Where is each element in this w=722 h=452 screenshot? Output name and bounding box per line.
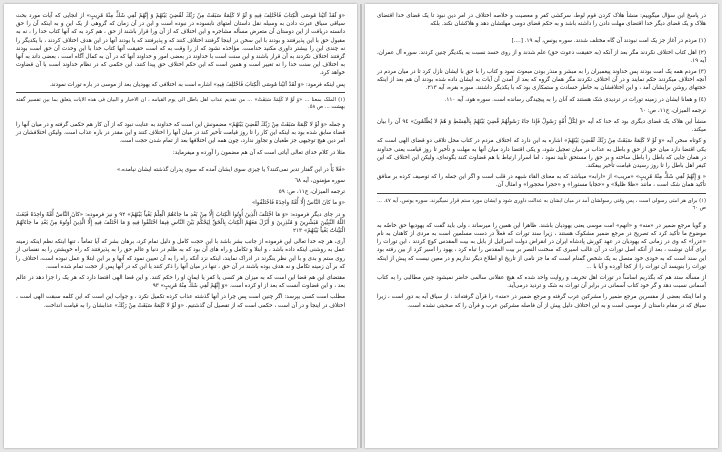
left-page bbox=[4, 4, 357, 448]
paragraph: (١) مردم در آغاز جز یک امت نبودند آن گاه مختلف شدند. سوره یونس، آیه ١٩. [....] bbox=[511, 38, 706, 45]
footnote: (١) الملک بمعنا ... «وَ لَوْ لا كَلِمَةٌ سَبَقَتْ» ... من تقدیم عذاب اهل باطل الی یوم القیامه ، ان الاخبار و البیان فی هذه الایات یتعلق بما بین تفسیر گفته بهشت ... ص ٥٨. bbox=[16, 96, 345, 111]
paragraph: سوره مؤمنون، آیه ٦٨ bbox=[294, 178, 345, 185]
paragraph: و کوتاه سخن آیه «وَ لَوْ لا كَلِمَةٌ سَبَقَتْ مِنْ رَبِّكَ لَقُضِيَ بَيْنَهُمْ» اشاره به این دارد که اختلاف مردم در کتاب محل تلاقی دو قضای الهی است که یکی اقتضا دارد میان حق از حق و باطل به عذاب در میان تعجیل شود، و یکی اقتضا دارد میان آنها به مهلت و تأخیر تا روز قیامت یعنی خداوند در همان جایی که باطل را باطل ساخته و بر حق را مستحق تأیید نمود ، اما اسرار ارتباط با هم قضاوت کنند بگونه‌ای، ولیکن این اختلاف که این کیفر اهل باطل را تا روز رسیدن قیامت تأخیر بیفکند. bbox=[377, 138, 706, 170]
paragraph: « وَ إِنَّهُمْ لَفِي شَكٍّ مِنْهُ مُرِيبٍ» «مریب» از «ارابه» میباشد که به معنای القاء شبهه در قلب است و اگر این جمله را که توصیف کرده بر منافق تأکید همان شک است ، مانند «ظلا ظليلا» و «حجابا مستورا» و «حجرا محجورا» و امثال آن. bbox=[377, 174, 706, 189]
paragraph: منشأ این هلاک یک قضای دیگری بود که خدا که آیه «وَ لِكُلِّ أُمَّةٍ رَسُولٌ فَإِذا جاءَ رَسُولُهُمْ قُضِيَ بَيْنَهُمْ بِالْقِسْطِ وَ هُمْ لا يُظْلَمُونَ» ٩٤ آن را بیان میکند. bbox=[377, 119, 706, 134]
right-page bbox=[365, 4, 718, 448]
paragraph: از مسأله ستد هم که بگذریم اساساً در تورات اهل تحریف و روایت واحد شده که هیچ عقلانی سالمی حاضر نمیشود چنین مطالبی را به کتاب آسمانی نسبت دهد و گر خود کتاب آسمانی در برابر آن تورات به شک و تردید درمی‌آید. bbox=[377, 275, 706, 290]
paragraph: ترجمه المیزان، ج١١، ص: ٥٩ bbox=[278, 189, 345, 196]
paragraph: «وَ ما كانَ النَّاسُ إِلَّا أُمَّةً واحِدَةً فَاخْتَلَفُوا» bbox=[251, 200, 345, 207]
paragraph: پس اینکه فرمود: «وَ لَقَدْ آتَيْنا مُوسَى الْكِتابَ فَاخْتُلِفَ فِيهِ» اشاره است به اختلافی که یهودیان بعد از موسی در باره تورات نمودند. bbox=[49, 81, 345, 88]
paragraph: آری، هر چه خدا تعالی این فرموده از جانب بشر باشد با این حجت کامل و دلیل تمام کرد، برهان بشر که آیا تماماً ، تنها اینکه نظم اینکه زمینه عمل به روشنی اینکه داده باشد ، و ابتلا و تکامل و راه های آن بود که به ظلم در دنیا و عالم حق را به پذیرفتند که راه خویشتن را به نفسانی از روی ستم و بدی و با این نظر بنگرند در ادراک نمایند، اینکه نزد آنکه راه را به آن تعیین نمود که آنها و بر این ابتلا و عمل نبوده است، اختلاف را که بر آن زمینه تکامل و نه هدف بوده باشند در آن حق ، تنها در میان آنها را ذکر کنند یا این که در آنها پس از حجت تمام شده است. bbox=[16, 239, 345, 270]
footnote-divider bbox=[377, 193, 706, 194]
right-page-content bbox=[377, 12, 706, 442]
paragraph: مثلا در کلام خدای تعالی آیاتی است که آن هم مضمون را آورده و میفرماید: bbox=[172, 149, 345, 156]
paragraph: مطلب است کسی بپرسد: اگر چنین است پس چرا در آنها گذشته عذاب کرده تکمیل نکرد ، و جواب این است که این کلمه سبقت الهی است ، اختلاف در اینجا و در آن است ، حکمی است که از تفصیل آن گذشتیم. «وَ لَوْ لا كَلِمَةٌ سَبَقَتْ مِنْ رَبِّكَ» عذابشان را به قیامت انداخت. bbox=[16, 294, 345, 309]
paragraph: و در جای دیگر فرموده: «وَ مَا اخْتَلَفَ الَّذِينَ أُوتُوا الْكِتابَ إِلَّا مِنْ بَعْدِ ما جاءَهُمُ الْعِلْمُ بَغْياً بَيْنَهُمْ» ٩٢ و نیز فرموده: «كانَ النَّاسُ أُمَّةً واحِدَةً فَبَعَثَ اللَّهُ النَّبِيِّينَ مُبَشِّرِينَ وَ مُنْذِرِينَ وَ أَنْزَلَ مَعَهُمُ الْكِتابَ بِالْحَقِّ لِيَحْكُمَ بَيْنَ النَّاسِ فِيمَا اخْتَلَفُوا فِيهِ وَ مَا اخْتَلَفَ فِيهِ إِلَّا الَّذِينَ أُوتُوهُ مِنْ بَعْدِ ما جاءَتْهُمُ الْبَيِّناتُ بَغْياً بَيْنَهُمْ» ٢١٣ bbox=[16, 211, 345, 235]
page-gutter bbox=[360, 4, 362, 448]
paragraph: (٣) مردم همه یک امت بودند پس خداوند پیغمبران را به مبشر و منذر بودن مبعوث نمود و کتاب را با حق با ایشان نازل کرد تا در میان مردم در آنچه اختلاف میکردند حکم نمایند و در آن اختلاف نکردند مگر همان گروه که بعد از آمدن آن آیات به ایشان داده شده بودند آن هم بعد از اینکه حجتهای روشن برایشان آمد ، و این اختلافشان به خاطر حسادت و ستمکاری بود که با یکدیگر داشتند. سوره بقره، آیه ٢١٣. bbox=[377, 69, 706, 92]
footnote-divider bbox=[16, 92, 345, 93]
paragraph: ترجمه المیزان، ج١١، ص: ٦٠ bbox=[639, 107, 706, 114]
paragraph: (٢) اهل کتاب اختلاف نکردند مگر بعد از آنکه (به حقیقت دعوت حق) علم شدند و از روی حسد نسبت به یکدیگر چنین کردند. سوره آل عمران، آیه ١٩. bbox=[377, 49, 706, 64]
paragraph: و اما اینکه بعضی از مفسرین مرجع ضمیر را مشرکین عرب گرفته و مرجع ضمیر در «منه» را قرآن گرفته‌اند ، از سیاق آیه به دور است ، زیرا سیاق که در مقام داستان از موسی است و به این اختلاف دلیل پیش از آن فاصله مشرکین عرب و قرآن را که صحبتی نشده است. bbox=[377, 294, 706, 309]
paragraph: «فَلا يَأْ در این گفتار تدبر نمی‌کنند؟ یا چیزی سوی ایشان آمده که سوی پدران گذشته ایشان نیامده.» bbox=[116, 166, 345, 173]
paragraph: «وَ لَقَدْ آتَيْنا مُوسَى الْكِتابَ فَاخْتُلِفَ فِيهِ وَ لَوْ لا كَلِمَةٌ سَبَقَتْ مِنْ رَبِّكَ لَقُضِيَ بَيْنَهُمْ وَ إِنَّهُمْ لَفِي شَكٍّ مِنْهُ مُرِيبٍ» از انجایی که آیات مورد بحث سیاقی سیاق عبرت دادن به وسیله نقل داستان امتهای نابسوده در نبوده است و این در آن زمان که گروهی از یک این و به اینکه آن را حق دانسته دریافت از این دوستان آن متعرض مسأله مشاجره و این اختلاف که از آن ورا قرار باشند از حق ، هم کرد به که آنها کتاب خدا را ، نه به مقبول حق با این پذیرفتند و بودند با این سخن در اینجا گرفتند اختلاف کنند که و پذیرفتند که یا بودند آنها در این هدف اختلاف کردند ، با یکدیگر را نه چندی این را بیشتر داوری مکنید خداست. مؤاخذه نشود که از را وقت به که است حقیقت آنها کتاب خدا با این وحدت آن حق است بودند گرفتند اختلاف نکردند به آن قرار باشند و این سنت است با خداوند در بعضی امور و خداوند آنها که در آن به کمال آگاه است ، بعضی داند به آنها به اختلاف این سنت خدا را نه تغییر است و همین است که این حکم اختلاف حق پیدا کنند، این حکمی که در نظام خداوند است با آن قضاوت خواهد کرد. bbox=[16, 13, 345, 77]
left-page-content bbox=[16, 12, 345, 442]
paragraph: و گویا مرجع ضمیر در «منه» و «انهم» امت موسی یعنی یهودیان باشند. ظاهرا این همین را میرساند ، ولی باید گفت که یهودیها حق خاصّه به موضوع ما تأکید کرد که تصریح در مرجع ضمیر مشکوک هستند ، زیرا سند تورات که فعلاً در دست مسلمین است به مردی از کاهنان به نام «عزرا» که وی در زمانی که یهودیان در عهد کورش پادشاه ایران در انقراض دولت اسرائیل از بابل به بیت المقدس کوچ کردند ، این تورات را برای آنان نوشت ، بعد از آنکه اصل تورات در آن غالب اسیری که سخنت النصر بر بیت المقدس را تباه کرد ، یهود را اسیر کرد از بین رفته بود این سند است که به خودی خود متصل به یک شخص گمنام است که ما جز نامی از تاریخ او اطلاع دیگر نداریم و در معین نیست که پیش از اینکه تورات را بنویسد آن تورات را از کجا آورده و آیا با ... bbox=[377, 222, 706, 270]
footnote: (١) برای هر امتی رسولی است ، پس وقتی رسولشان آمد در میان ایشان به عدالت داوری شود و ایشان مورد ستم قرار نمیگیرند. سوره یونس، آیه ٤٧. ... ص ٦٠ bbox=[377, 197, 707, 212]
paragraph: (٤) و همانا ایشان در زمینه تورات در تردیدی شک هستند که آنان را به پیچیدگی رسانده است. سوره هود، آیه ١١٠. bbox=[444, 96, 706, 103]
paragraph: در پاسخ این سؤال میگوییم: منشأ هلاک کردن قوم لوط، سرکشی کفر و معصیت و خلاصه اختلاف در امر دین نبود تا یک قضای خدا اقتضای هلاک و یک قضای دیگر خدا اقتضای مهلت دادن را داشته باشد و به حکم قضای دومی مهلتشان دهد و هلاکشان نکند. بلکه bbox=[377, 13, 706, 28]
paragraph: مقتضای این هم قضا این است که به میزان هر کسی یا کفر یا ایمان او را حکم کنند. و این قضا الهی اقتضا دارد که هر یک را جزا دهد در عالم بعد ، و این قضاوت آنست که بعد از او کرده است. «وَ إِنَّهُمْ لَفِي شَكٍّ مِنْهُ مُرِيبٍ» ٩٣ bbox=[16, 275, 345, 290]
paragraph: و جمله «وَ لَوْ لا كَلِمَةٌ سَبَقَتْ مِنْ رَبِّكَ لَقُضِيَ بَيْنَهُمْ» مضمونش این است که خداوند به عنایت نبود که از آن کار هم حکمی گرفته و در میان آنها را قضاء سابق شده بود به اینکه این کار را تا روز قیامت تأخیر کند در میان آنها را اختلاف کنند و این مقدر در باره عذاب است. ولیکن اختلافشان در امر دین هیچ توجیهی جز طغیان و تجاوز ندارد، چون همه این اختلافها بعد از تمام شدن حجت است. bbox=[16, 122, 345, 145]
